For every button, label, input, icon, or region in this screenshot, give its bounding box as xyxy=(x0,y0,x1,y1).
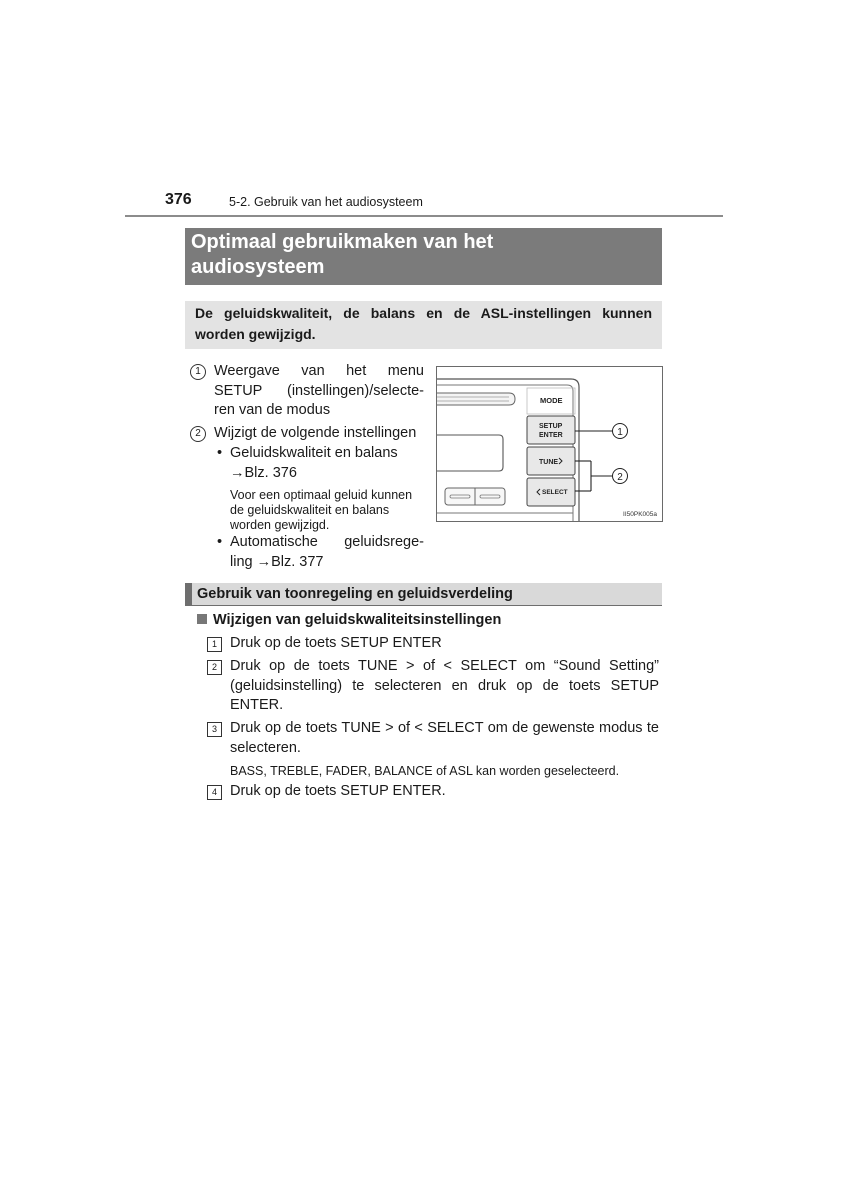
callout-item-1-line-1: Weergave van het menu xyxy=(214,363,424,379)
mode-button-label: MODE xyxy=(540,396,563,405)
step-note: BASS, TREBLE, FADER, BALANCE of ASL kan worden geselecteerd. xyxy=(230,764,620,778)
circled-number-1: 1 xyxy=(190,364,206,380)
audio-panel-illustration xyxy=(437,367,662,521)
step-number-box: 4 xyxy=(207,785,222,800)
tune-button-label: TUNE xyxy=(539,459,559,466)
setup-button-label-line-2: ENTER xyxy=(539,432,563,439)
audio-panel-diagram xyxy=(436,366,663,522)
procedure-heading xyxy=(197,611,501,630)
section-reference: 5-2. Gebruik van het audiosysteem xyxy=(229,195,423,209)
step-text: Druk op de toets SETUP ENTER. xyxy=(230,783,446,799)
note-text: Voor een optimaal geluid kunnen de geluidskwaliteit en balans worden gewijzigd. xyxy=(230,488,413,532)
callout-1: 1 xyxy=(617,427,623,438)
step-number-box: 1 xyxy=(207,637,222,652)
callout-item-1-line-2: SETUP (instellingen)/selecte- xyxy=(214,382,424,399)
subheading-divider xyxy=(185,605,662,606)
step-text: Druk op de toets TUNE > of < SELECT om de gewenste modus te selecteren. xyxy=(230,720,659,756)
step-number-box: 2 xyxy=(207,660,222,675)
page-title-line-2: audiosysteem xyxy=(191,256,325,278)
bullet-text-line-1: Automatische geluidsrege- xyxy=(230,534,424,550)
callout-item-2-text: Wijzigt de volgende instellingen xyxy=(214,425,417,441)
header-divider xyxy=(125,215,723,217)
bullet-dot: • xyxy=(217,534,223,550)
setup-button-label-line-1: SETUP xyxy=(539,423,563,430)
circled-number-2: 2 xyxy=(190,426,206,442)
page-number: 376 xyxy=(165,191,192,208)
page-title-line-1: Optimaal gebruikmaken van het xyxy=(191,231,494,253)
step-text: Druk op de toets TUNE > of < SELECT om “Sound Setting” (geluidsinstelling) te selecteren en druk op de toets SETUP ENTER. xyxy=(230,658,659,713)
section-subheading: Gebruik van toonregeling en geluidsverdeling xyxy=(185,583,662,606)
step-text: Druk op de toets SETUP ENTER xyxy=(230,635,442,651)
bullet-text-line-1: Geluidskwaliteit en balans xyxy=(230,445,398,461)
procedure-heading-text: Wijzigen van geluidskwaliteitsinstellingen xyxy=(213,612,502,628)
figure-code: II50PK005a xyxy=(623,511,657,518)
bullet-page-link[interactable]: →Blz. 376 xyxy=(230,464,297,481)
bullet-page-link[interactable]: ling →Blz. 377 xyxy=(230,553,324,570)
select-button-label: SELECT xyxy=(542,489,568,496)
page-title xyxy=(185,228,662,285)
step-number-box: 3 xyxy=(207,722,222,737)
callout-item-1-line-3: ren van de modus xyxy=(214,402,331,418)
callout-2: 2 xyxy=(617,472,623,483)
intro-box: De geluidskwaliteit, de balans en de ASL-instellingen kunnen worden gewijzigd. xyxy=(185,301,662,349)
square-bullet-icon xyxy=(197,614,207,624)
bullet-dot: • xyxy=(217,445,223,461)
